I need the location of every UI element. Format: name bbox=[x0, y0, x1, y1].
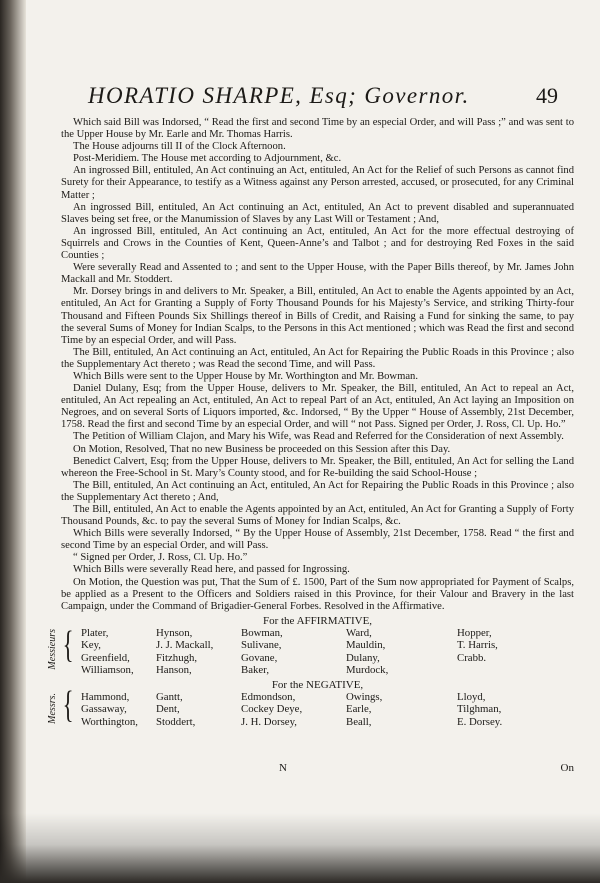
member-name: Hynson, bbox=[156, 626, 193, 639]
paragraph: Mr. Dorsey brings in and delivers to Mr. Speaker, a Bill, entituled, An Act to enable the Agents appointed by an Act, entituled, An Act for Granting a Supply of Forty Thousand Pounds for his Majesty’s Service, and striking Thirty-four Thousand and Fifteen Pounds Six Shillings thereof in Bills of Credit, and Raising a Fund for sinking the same, to pay the several Sums of Money for Indian Scalps, to the Persons in this Act mentioned ; which was Read the first and second Time by an especial Order, and will Pass. bbox=[61, 286, 574, 346]
page-header bbox=[88, 83, 558, 113]
page-bottom-shadow bbox=[0, 813, 600, 883]
member-name: Ward, bbox=[346, 626, 372, 639]
member-name: Tilghman, bbox=[457, 703, 502, 716]
member-name: J. J. Mackall, bbox=[156, 639, 214, 652]
member-name: Worthington, bbox=[81, 715, 139, 728]
paragraph: Which said Bill was Indorsed, “ Read the first and second Time by an especial Order, and will Pass ;” and was sent to the Upper House by Mr. Earle and Mr. Thomas Harris. bbox=[61, 117, 574, 141]
member-name: Earle, bbox=[346, 703, 372, 716]
member-name: Mauldin, bbox=[346, 639, 386, 652]
paragraph: The Bill, entituled, An Act continuing an Act, entituled, An Act for Repairing the Public Roads in this Province ; also the Supplementary Act thereto ; And, bbox=[61, 479, 574, 503]
member-name: Plater, bbox=[81, 626, 109, 639]
paragraph: Daniel Dulany, Esq; from the Upper House, delivers to Mr. Speaker, the Bill, entituled, An Act to repeal an Act, entituled, An Act repealing an Act, entituled, An Act to repeal Part of an Act, entituled, An Act laying an Imposition on Negroes, and on several Sorts of Liquors imported, &c. Indorsed, “ By the Upper “ House of Assembly, 21st December, 1758. Read the first and second Time by an especial Order, and will “ not Pass. Signed per Order, J. Ross, Cl. Up. Ho.” bbox=[61, 383, 574, 431]
running-head: HORATIO SHARPE, Esq; Governor. bbox=[88, 83, 470, 108]
affirmative-votes bbox=[47, 623, 574, 677]
paragraph: “ Signed per Order, J. Ross, Cl. Up. Ho.” bbox=[73, 552, 248, 564]
member-name: Dulany, bbox=[346, 651, 380, 664]
member-name: Baker, bbox=[241, 664, 270, 677]
vote-column bbox=[346, 691, 382, 728]
page-number: 49 bbox=[536, 83, 558, 108]
member-name: Greenfield, bbox=[81, 651, 130, 664]
member-name: Beall, bbox=[346, 715, 372, 728]
member-name: Lloyd, bbox=[457, 691, 486, 704]
member-name: Stoddert, bbox=[156, 715, 196, 728]
member-name: E. Dorsey. bbox=[457, 715, 503, 728]
paragraph: The Petition of William Clajon, and Mary his Wife, was Read and Referred for the Consideration of next Assembly. bbox=[73, 431, 564, 443]
vote-column bbox=[346, 627, 388, 677]
paragraph-list bbox=[61, 117, 574, 613]
member-name: Bowman, bbox=[241, 626, 283, 639]
member-name: Gassaway, bbox=[81, 703, 127, 716]
paragraph: Which Bills were severally Read here, and passed for Ingrossing. bbox=[73, 564, 350, 576]
member-name: Hanson, bbox=[156, 664, 192, 677]
member-name: J. H. Dorsey, bbox=[241, 715, 297, 728]
paragraph: The Bill, entituled, An Act continuing an Act, entituled, An Act for Repairing the Public Roads in this Province ; also the Supplementary Act thereto ; was Read the second Time, and will Pass. bbox=[61, 346, 574, 370]
member-name: Williamson, bbox=[81, 664, 134, 677]
member-name: Hopper, bbox=[457, 626, 492, 639]
member-name: Owings, bbox=[346, 691, 383, 704]
vote-column bbox=[457, 627, 498, 664]
affirmative-heading: For the AFFIRMATIVE, bbox=[262, 614, 373, 627]
member-name: Key, bbox=[81, 639, 101, 652]
signature-mark: N bbox=[279, 762, 287, 774]
member-name: Hammond, bbox=[81, 691, 130, 704]
member-name: Dent, bbox=[156, 703, 180, 716]
vote-column bbox=[241, 691, 302, 728]
brace: { bbox=[62, 623, 74, 666]
member-name: Fitzhugh, bbox=[156, 651, 198, 664]
vote-column bbox=[156, 627, 213, 677]
member-name: Cockey Deye, bbox=[241, 703, 303, 716]
page-footer bbox=[61, 762, 574, 778]
paragraph: An ingrossed Bill, entituled, An Act continuing an Act, entituled, An Act for the Relief of such Persons as cannot find Surety for their Appearance, to testify as a Witness against any Person arrested, accused, or prosecuted, for any Criminal Matter ; bbox=[61, 165, 574, 201]
member-name: T. Harris, bbox=[457, 639, 498, 652]
paragraph: An ingrossed Bill, entituled, An Act continuing an Act, entituled, An Act for the more effectual destroying of Squirrels and Crows in the Counties of Kent, Queen-Anne’s and Talbot ; and for destroying Red Foxes in the said Counties ; bbox=[61, 225, 574, 262]
paragraph: Benedict Calvert, Esq; from the Upper House, delivers to Mr. Speaker, the Bill, entituled, An Act for selling the Land whereon the Free-School in St. Mary’s County stood, and for Re-building the said School-House ; bbox=[61, 455, 574, 479]
paragraph: Post-Meridiem. The House met according to Adjournment, &c. bbox=[73, 153, 342, 165]
member-name: Sulivane, bbox=[241, 639, 282, 652]
vote-column bbox=[156, 691, 195, 728]
member-name: Murdock, bbox=[346, 664, 389, 677]
book-spine-shadow bbox=[0, 0, 26, 883]
member-name: Edmondson, bbox=[241, 691, 296, 704]
vote-column bbox=[81, 691, 138, 728]
paragraph: Which Bills were sent to the Upper House by Mr. Worthington and Mr. Bowman. bbox=[73, 370, 418, 382]
paragraph: Which Bills were severally Indorsed, “ By the Upper House of Assembly, 21st December, 1758. Read “ the first and second Time by an especial Order, and will Pass. bbox=[61, 528, 574, 552]
vote-column bbox=[241, 627, 283, 677]
paragraph: On Motion, the Question was put, That the Sum of £. 1500, Part of the Sum now appropriated for Payment of Scalps, be applied as a Present to the Officers and Soldiers raised in this Province, for their Valour and Bravery in the last Campaign, under the Command of Brigadier-General Forbes. Resolved in the Affirmative. bbox=[61, 576, 574, 612]
member-name: Crabb. bbox=[457, 651, 487, 664]
negative-label: Messrs. bbox=[47, 693, 58, 724]
negative-heading: For the NEGATIVE, bbox=[271, 678, 364, 691]
member-name: Gantt, bbox=[156, 691, 183, 704]
paragraph: On Motion, Resolved, That no new Business be proceeded on this Session after this Day. bbox=[73, 443, 451, 455]
vote-column bbox=[81, 627, 134, 677]
paragraph: The House adjourns till II of the Clock Afternoon. bbox=[73, 141, 286, 153]
catchword: On bbox=[560, 762, 574, 774]
page-body bbox=[47, 117, 574, 731]
brace: { bbox=[62, 684, 74, 727]
paragraph: Were severally Read and Assented to ; and sent to the Upper House, with the Paper Bills thereof, by Mr. James John Mackall and Mr. Stoddert. bbox=[61, 262, 574, 286]
member-name: Govane, bbox=[241, 651, 278, 664]
paragraph: An ingrossed Bill, entituled, An Act continuing an Act, entituled, An Act to prevent disabled and superannuated Slaves being set free, or the Manumission of Slaves by any Last Will or Testament ; And, bbox=[61, 201, 574, 225]
affirmative-label: Messieurs bbox=[47, 628, 58, 670]
paragraph: The Bill, entituled, An Act to enable the Agents appointed by an Act, entituled, An Act for Granting a Supply of Forty Thousand Pounds, &c. to pay the several Sums of Money for Indian Scalps, &c. bbox=[61, 504, 574, 528]
vote-column bbox=[457, 691, 502, 728]
